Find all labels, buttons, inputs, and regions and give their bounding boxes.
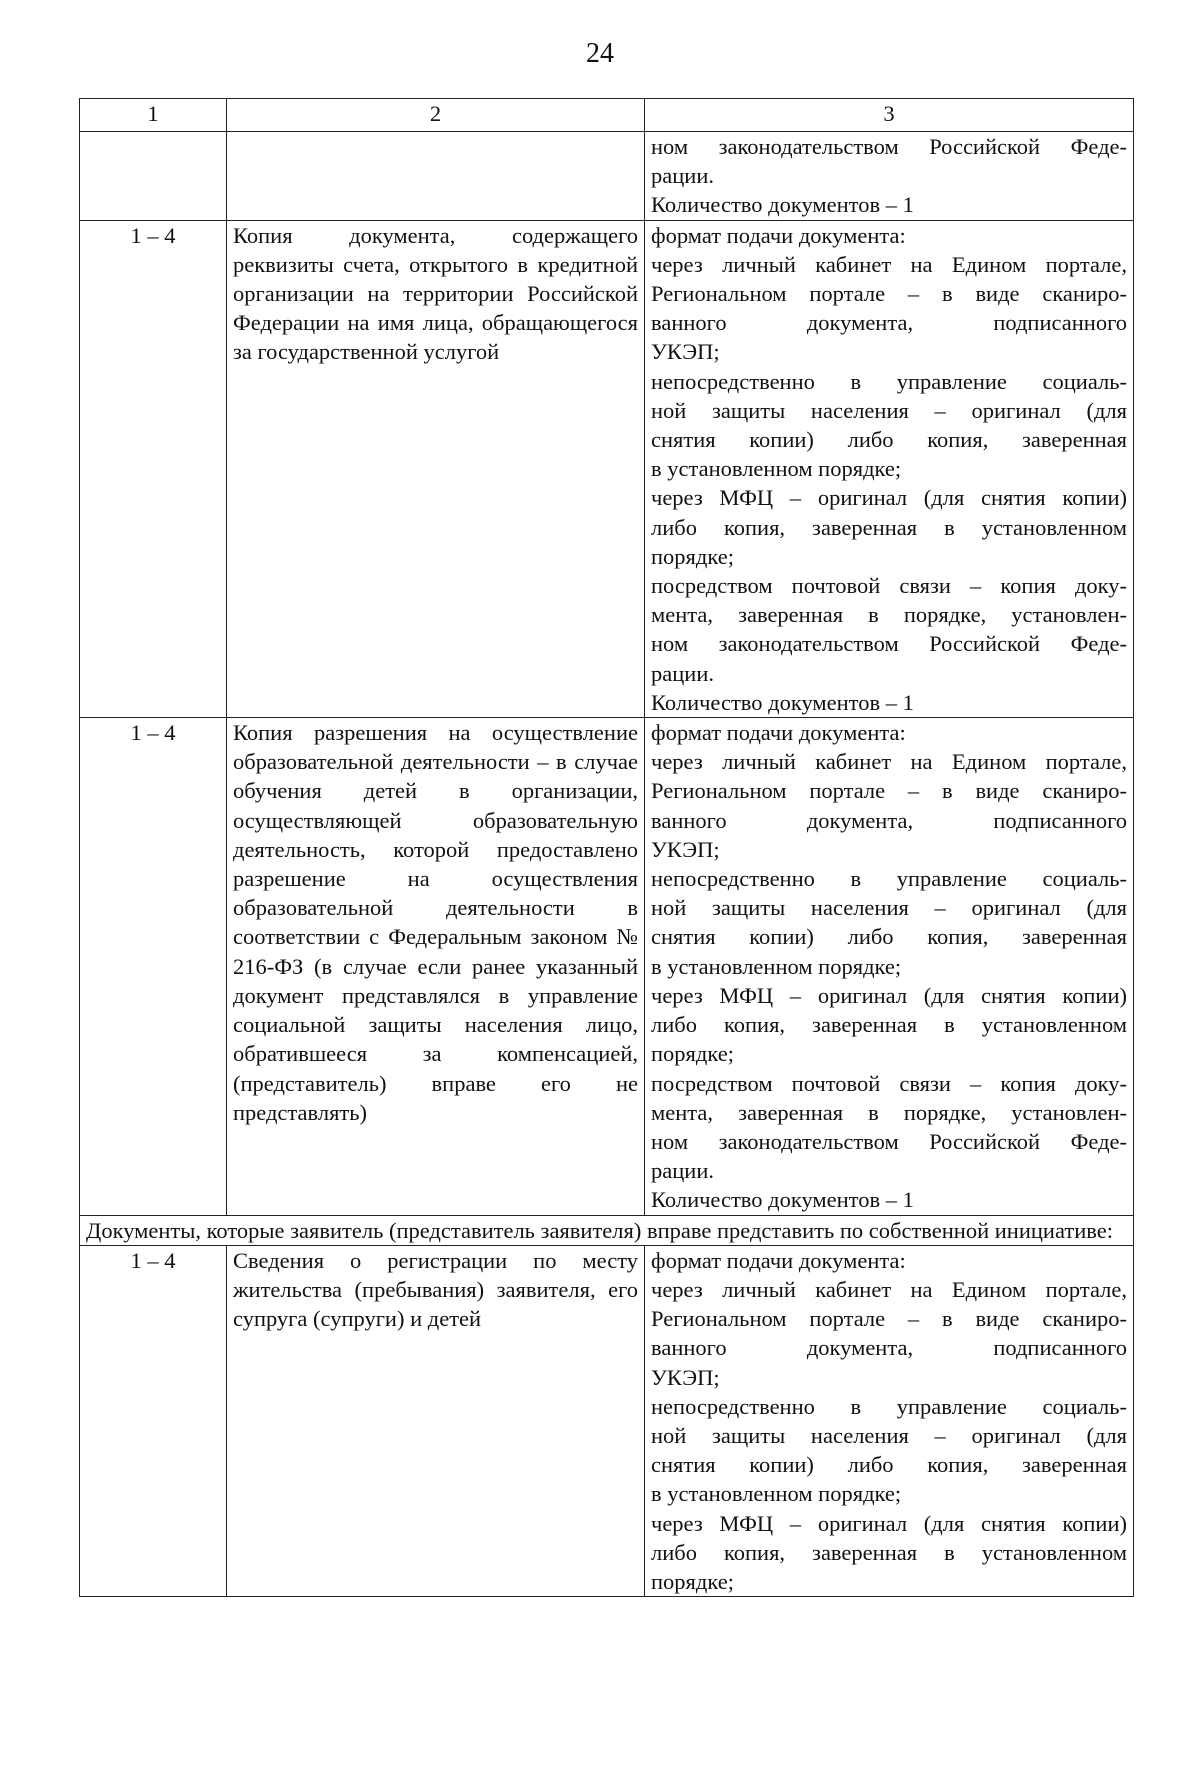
- row-range-cell: 1 – 4: [80, 718, 227, 1215]
- requirements-table: [79, 98, 1134, 1597]
- row-range-cell: [80, 132, 227, 221]
- format-line: через личный кабинет на Едином портале,: [651, 1276, 1127, 1302]
- format-line: рации.: [651, 163, 714, 189]
- submission-format-cell: [645, 718, 1134, 1215]
- format-line: ной защиты населения – оригинал (для: [651, 1422, 1127, 1448]
- format-line: ном законодательством Российской Феде-: [651, 1128, 1127, 1154]
- format-line: ной защиты населения – оригинал (для: [651, 895, 1127, 921]
- format-line: снятия копии) либо копия, заверенная: [651, 924, 1127, 950]
- document-name-cell: Копия разрешения на осуществление образовательной деятельности – в случае обучения детей в организации, осуществляющей образовательную деятельность, которой предоставлено разрешение на осуществления образовательной деятельности в соответствии с Федеральным законом № 216-ФЗ (в случае если ранее указанный документ представлялся в управление социальной защиты населения лицо, обратившееся за компенсацией, (представитель) вправе его не представлять): [227, 718, 645, 1215]
- section-heading: Документы, которые заявитель (представитель заявителя) вправе представить по собственной инициативе:: [80, 1215, 1134, 1245]
- format-line: УКЭП;: [651, 1364, 720, 1390]
- format-line: Региональном портале – в виде сканиро-: [651, 778, 1127, 804]
- format-line: Региональном портале – в виде сканиро-: [651, 1306, 1127, 1332]
- table-row: [80, 1245, 1134, 1596]
- format-line: порядке;: [651, 1041, 734, 1067]
- format-line: порядке;: [651, 543, 734, 569]
- format-line: либо копия, заверенная в установленном: [651, 1012, 1127, 1038]
- format-line: формат подачи документа:: [651, 222, 906, 248]
- format-line: ванного документа, подписанного: [651, 1335, 1127, 1361]
- submission-format-cell: [645, 1245, 1134, 1596]
- format-line: через личный кабинет на Едином портале,: [651, 251, 1127, 277]
- format-line: непосредственно в управление социаль-: [651, 1393, 1127, 1419]
- document-name-cell: Сведения о регистрации по месту жительства (пребывания) заявителя, его супруга (супруги) и детей: [227, 1245, 645, 1596]
- format-line: Региональном портале – в виде сканиро-: [651, 281, 1127, 307]
- format-line: Количество документов – 1: [651, 192, 914, 218]
- format-line: снятия копии) либо копия, заверенная: [651, 427, 1127, 453]
- format-line: ванного документа, подписанного: [651, 310, 1127, 336]
- format-line: в установленном порядке;: [651, 953, 902, 979]
- format-line: формат подачи документа:: [651, 1247, 906, 1273]
- column-header-1: 1: [80, 99, 227, 132]
- format-line: ванного документа, подписанного: [651, 807, 1127, 833]
- section-heading-row: [80, 1215, 1134, 1245]
- format-line: мента, заверенная в порядке, установлен-: [651, 1099, 1127, 1125]
- format-line: ном законодательством Российской Феде-: [651, 631, 1127, 657]
- document-name-cell: [227, 132, 645, 221]
- format-line: порядке;: [651, 1568, 734, 1594]
- table-row: [80, 132, 1134, 221]
- format-line: посредством почтовой связи – копия доку-: [651, 573, 1127, 599]
- format-line: Количество документов – 1: [651, 1187, 914, 1213]
- column-header-3: 3: [645, 99, 1134, 132]
- format-line: в установленном порядке;: [651, 1481, 902, 1507]
- table-row: [80, 220, 1134, 717]
- format-line: УКЭП;: [651, 836, 720, 862]
- format-line: ном законодательством Российской Феде-: [651, 134, 1127, 159]
- row-range-cell: 1 – 4: [80, 1245, 227, 1596]
- submission-format-cell: [645, 132, 1134, 221]
- format-line: либо копия, заверенная в установленном: [651, 1539, 1127, 1565]
- format-line: через МФЦ – оригинал (для снятия копии): [651, 982, 1127, 1008]
- submission-format-cell: [645, 220, 1134, 717]
- format-line: мента, заверенная в порядке, установлен-: [651, 602, 1127, 628]
- page-number: 24: [586, 38, 614, 69]
- format-line: непосредственно в управление социаль-: [651, 866, 1127, 892]
- document-name-cell: Копия документа, содержащего реквизиты счета, открытого в кредитной организации на территории Российской Федерации на имя лица, обращающегося за государственной услугой: [227, 220, 645, 717]
- format-line: в установленном порядке;: [651, 456, 902, 482]
- table-row: [80, 718, 1134, 1215]
- format-line: непосредственно в управление социаль-: [651, 368, 1127, 394]
- format-line: посредством почтовой связи – копия доку-: [651, 1070, 1127, 1096]
- format-line: либо копия, заверенная в установленном: [651, 514, 1127, 540]
- format-line: рации.: [651, 660, 714, 686]
- format-line: снятия копии) либо копия, заверенная: [651, 1452, 1127, 1478]
- format-line: через МФЦ – оригинал (для снятия копии): [651, 485, 1127, 511]
- format-line: ной защиты населения – оригинал (для: [651, 397, 1127, 423]
- format-line: через личный кабинет на Едином портале,: [651, 749, 1127, 775]
- format-line: Количество документов – 1: [651, 689, 914, 715]
- format-line: формат подачи документа:: [651, 720, 906, 746]
- table-header-row: [80, 99, 1134, 132]
- format-line: УКЭП;: [651, 339, 720, 365]
- column-header-2: 2: [227, 99, 645, 132]
- row-range-cell: 1 – 4: [80, 220, 227, 717]
- format-line: через МФЦ – оригинал (для снятия копии): [651, 1510, 1127, 1536]
- format-line: рации.: [651, 1158, 714, 1184]
